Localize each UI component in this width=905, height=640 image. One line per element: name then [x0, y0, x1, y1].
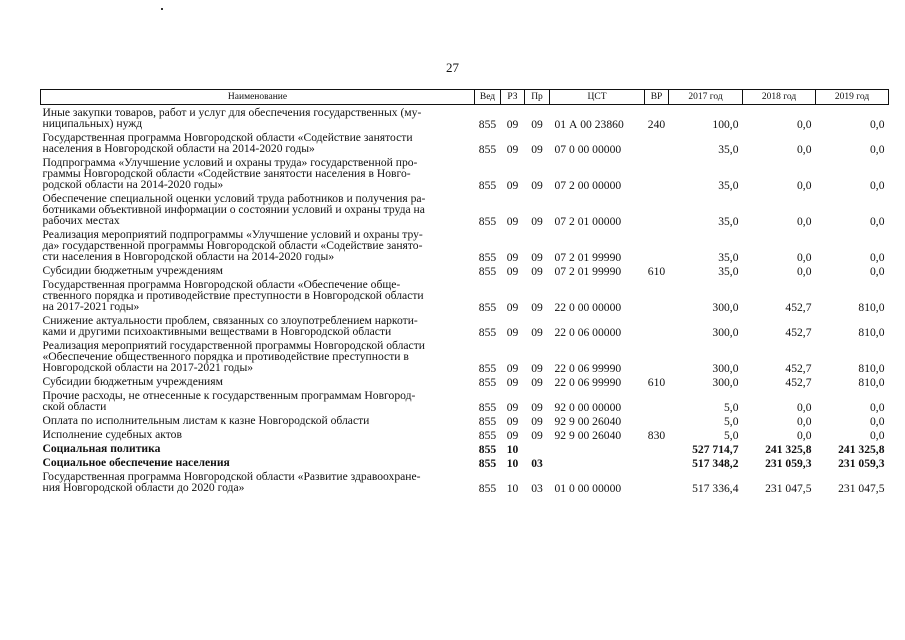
cell-ved: 855 — [478, 401, 497, 414]
cell-rz: 09 — [506, 401, 519, 414]
cell-2018: 0,0 — [797, 429, 812, 442]
cell-rz: 09 — [506, 429, 519, 442]
cell-2018: 0,0 — [797, 415, 812, 428]
cell-pr: 09 — [531, 143, 543, 156]
cell-cst: 07 2 01 99990 — [554, 265, 622, 278]
cell-pr: 09 — [531, 265, 543, 278]
cell-rz: 09 — [506, 251, 519, 264]
cell-cst: 22 0 06 99990 — [554, 362, 622, 375]
cell-name: Государственная программа Новгородской области «Развитие здравоохране- ния Новгородской области до 2020 года» — [42, 470, 421, 494]
cell-2019: 810,0 — [858, 326, 885, 339]
cell-ved: 855 — [478, 415, 497, 428]
cell-ved: 855 — [478, 457, 497, 470]
cell-2017: 35,0 — [718, 179, 739, 192]
cell-cst: 01 0 00 00000 — [554, 482, 622, 495]
cell-ved: 855 — [478, 179, 497, 192]
page-number: 27 — [446, 60, 459, 75]
cell-rz: 09 — [506, 215, 519, 228]
cell-cst: 01 А 00 23860 — [554, 118, 624, 131]
cell-2019: 231 059,3 — [838, 457, 885, 470]
cell-vr — [645, 155, 669, 191]
cell-2017: 5,0 — [724, 429, 739, 442]
cell-pr: 09 — [531, 429, 543, 442]
cell-2017: 517 336,4 — [692, 482, 739, 495]
table-row — [41, 277, 889, 313]
cell-ved: 855 — [478, 376, 497, 389]
header-cst: ЦСТ — [550, 90, 645, 105]
cell-cst: 92 9 00 26040 — [554, 429, 622, 442]
cell-rz: 09 — [506, 143, 519, 156]
header-ved: Вед — [475, 90, 501, 105]
cell-vr: 610 — [647, 376, 666, 389]
cell-2018: 0,0 — [797, 215, 812, 228]
cell-cst: 07 2 01 99990 — [554, 251, 622, 264]
cell-name: Иные закупки товаров, работ и услуг для обеспечения государственных (му- ниципальных) нужд — [42, 106, 422, 130]
cell-vr: 830 — [647, 429, 666, 442]
cell-rz: 10 — [506, 457, 519, 470]
cell-2019: 0,0 — [870, 118, 885, 131]
cell-ved: 855 — [478, 443, 497, 456]
cell-vr — [645, 388, 669, 413]
cell-2018: 0,0 — [797, 179, 812, 192]
header-name: Наименование — [41, 90, 475, 105]
cell-pr: 09 — [531, 118, 543, 131]
cell-name: Прочие расходы, не отнесенные к государственным программам Новгород- ской области — [42, 389, 416, 413]
table-row — [41, 191, 889, 227]
table-body — [41, 105, 889, 495]
cell-2017: 300,0 — [712, 362, 739, 375]
cell-2018: 231 059,3 — [765, 457, 812, 470]
cell-vr — [645, 441, 669, 455]
cell-ved: 855 — [478, 482, 497, 495]
cell-rz: 10 — [506, 443, 519, 456]
header-rz: РЗ — [501, 90, 525, 105]
cell-2019: 0,0 — [870, 143, 885, 156]
cell-pr: 03 — [531, 482, 543, 495]
table-row — [41, 227, 889, 263]
table-row — [41, 455, 889, 469]
cell-2017: 527 714,7 — [692, 443, 739, 456]
cell-2017: 517 348,2 — [692, 457, 739, 470]
cell-2017: 300,0 — [712, 326, 739, 339]
table-header-row — [41, 90, 889, 105]
cell-2019: 241 325,8 — [838, 443, 885, 456]
cell-name: Оплата по исполнительным листам к казне Новгородской области — [42, 414, 370, 427]
table-row — [41, 155, 889, 191]
cell-2018: 452,7 — [785, 362, 812, 375]
cell-name: Государственная программа Новгородской области «Обеспечение обще- ственного порядка и противодействие преступности в Новгородской области на 2017-2021 годы» — [42, 278, 424, 313]
cell-2017: 35,0 — [718, 265, 739, 278]
cell-2018: 0,0 — [797, 265, 812, 278]
cell-2018: 0,0 — [797, 251, 812, 264]
cell-name: Субсидии бюджетным учреждениям — [42, 375, 223, 388]
cell-2018: 241 325,8 — [765, 443, 812, 456]
table-row — [41, 427, 889, 441]
budget-table — [40, 89, 889, 494]
cell-ved: 855 — [478, 143, 497, 156]
cell-name: Подпрограмма «Улучшение условий и охраны труда» государственной про- граммы Новгородской области «Содействие занятости населения в Новго- родской области на 2014-2020 годы» — [42, 156, 418, 191]
cell-2018: 231 047,5 — [765, 482, 812, 495]
cell-pr: 09 — [531, 415, 543, 428]
cell-ved: 855 — [478, 362, 497, 375]
cell-vr: 240 — [647, 118, 666, 131]
cell-pr: 03 — [531, 457, 543, 470]
cell-cst: 92 0 00 00000 — [554, 401, 622, 414]
cell-name: Реализация мероприятий государственной программы Новгородской области «Обеспечение общественного порядка и противодействие преступности в Новгородской области на 2017-2021 годы» — [42, 339, 425, 374]
table-row — [41, 313, 889, 338]
cell-cst — [550, 441, 645, 455]
cell-2017: 300,0 — [712, 376, 739, 389]
cell-ved: 855 — [478, 118, 497, 131]
header-2018: 2018 год — [743, 90, 816, 105]
cell-vr — [645, 191, 669, 227]
table-row — [41, 441, 889, 455]
cell-2018: 452,7 — [785, 376, 812, 389]
cell-2019: 0,0 — [870, 401, 885, 414]
cell-2018: 0,0 — [797, 118, 812, 131]
cell-2019: 0,0 — [870, 415, 885, 428]
cell-2017: 5,0 — [724, 415, 739, 428]
cell-vr — [645, 313, 669, 338]
cell-2019: 0,0 — [870, 251, 885, 264]
cell-rz: 09 — [506, 265, 519, 278]
cell-rz: 09 — [506, 326, 519, 339]
cell-cst: 92 9 00 26040 — [554, 415, 622, 428]
cell-2018: 0,0 — [797, 401, 812, 414]
cell-rz: 09 — [506, 362, 519, 375]
cell-name: Государственная программа Новгородской области «Содействие занятости населения в Новгородской области на 2014-2020 годы» — [42, 131, 413, 155]
cell-ved: 855 — [478, 251, 497, 264]
cell-ved: 855 — [478, 215, 497, 228]
table-row — [41, 105, 889, 131]
cell-2019: 0,0 — [870, 215, 885, 228]
cell-pr: 09 — [531, 215, 543, 228]
cell-vr — [645, 413, 669, 427]
cell-ved: 855 — [478, 265, 497, 278]
cell-name: Обеспечение специальной оценки условий труда работников и получения ра- ботниками объективной информации о состоянии условий и охраны труда на рабочих местах — [42, 192, 426, 227]
table-row — [41, 413, 889, 427]
cell-vr — [645, 455, 669, 469]
cell-pr: 09 — [531, 326, 543, 339]
cell-name: Субсидии бюджетным учреждениям — [42, 264, 223, 277]
table-row — [41, 374, 889, 388]
cell-name: Социальное обеспечение населения — [42, 456, 230, 469]
scan-dot — [161, 8, 163, 10]
cell-2018: 0,0 — [797, 143, 812, 156]
cell-vr — [645, 227, 669, 263]
cell-name: Снижение актуальности проблем, связанных со злоупотреблением наркоти- ками и другими психоактивными веществами в Новгородской области — [42, 314, 418, 338]
table-row — [41, 338, 889, 374]
cell-2018: 452,7 — [785, 301, 812, 314]
cell-rz: 10 — [506, 482, 519, 495]
cell-2017: 300,0 — [712, 301, 739, 314]
header-2019: 2019 год — [816, 90, 889, 105]
cell-vr: 610 — [647, 265, 666, 278]
cell-cst: 22 0 00 00000 — [554, 301, 622, 314]
cell-pr — [525, 441, 550, 455]
cell-vr — [645, 130, 669, 155]
cell-name: Исполнение судебных актов — [42, 428, 182, 441]
table-row — [41, 469, 889, 494]
header-pr: Пр — [525, 90, 550, 105]
cell-ved: 855 — [478, 326, 497, 339]
cell-2017: 35,0 — [718, 215, 739, 228]
table-row — [41, 130, 889, 155]
cell-rz: 09 — [506, 415, 519, 428]
cell-vr — [645, 338, 669, 374]
cell-pr: 09 — [531, 179, 543, 192]
cell-2018: 452,7 — [785, 326, 812, 339]
cell-2019: 810,0 — [858, 362, 885, 375]
cell-rz: 09 — [506, 376, 519, 389]
cell-cst: 07 2 00 00000 — [554, 179, 622, 192]
header-2017: 2017 год — [669, 90, 743, 105]
cell-2019: 0,0 — [870, 429, 885, 442]
header-vr: ВР — [645, 90, 669, 105]
table-row — [41, 263, 889, 277]
cell-name: Реализация мероприятий подпрограммы «Улучшение условий и охраны тру- да» государственной программы Новгородской области «Содействие занято- сти населения в Новгородской области на 2014-2020 годы» — [42, 228, 423, 263]
cell-rz: 09 — [506, 301, 519, 314]
cell-pr: 09 — [531, 301, 543, 314]
cell-pr: 09 — [531, 362, 543, 375]
cell-2017: 35,0 — [718, 251, 739, 264]
cell-rz: 09 — [506, 179, 519, 192]
cell-2019: 0,0 — [870, 179, 885, 192]
cell-cst — [550, 455, 645, 469]
cell-2017: 35,0 — [718, 143, 739, 156]
cell-vr — [645, 469, 669, 494]
cell-2019: 231 047,5 — [838, 482, 885, 495]
cell-2017: 5,0 — [724, 401, 739, 414]
cell-pr: 09 — [531, 401, 543, 414]
cell-ved: 855 — [478, 429, 497, 442]
cell-vr — [645, 277, 669, 313]
cell-2019: 810,0 — [858, 376, 885, 389]
cell-cst: 22 0 06 00000 — [554, 326, 622, 339]
cell-cst: 07 0 00 00000 — [554, 143, 622, 156]
cell-2019: 0,0 — [870, 265, 885, 278]
cell-name: Социальная политика — [42, 442, 161, 455]
cell-ved: 855 — [478, 301, 497, 314]
cell-2019: 810,0 — [858, 301, 885, 314]
table-row — [41, 388, 889, 413]
cell-rz: 09 — [506, 118, 519, 131]
cell-pr: 09 — [531, 376, 543, 389]
cell-cst: 07 2 01 00000 — [554, 215, 622, 228]
cell-cst: 22 0 06 99990 — [554, 376, 622, 389]
cell-2017: 100,0 — [712, 118, 739, 131]
cell-pr: 09 — [531, 251, 543, 264]
